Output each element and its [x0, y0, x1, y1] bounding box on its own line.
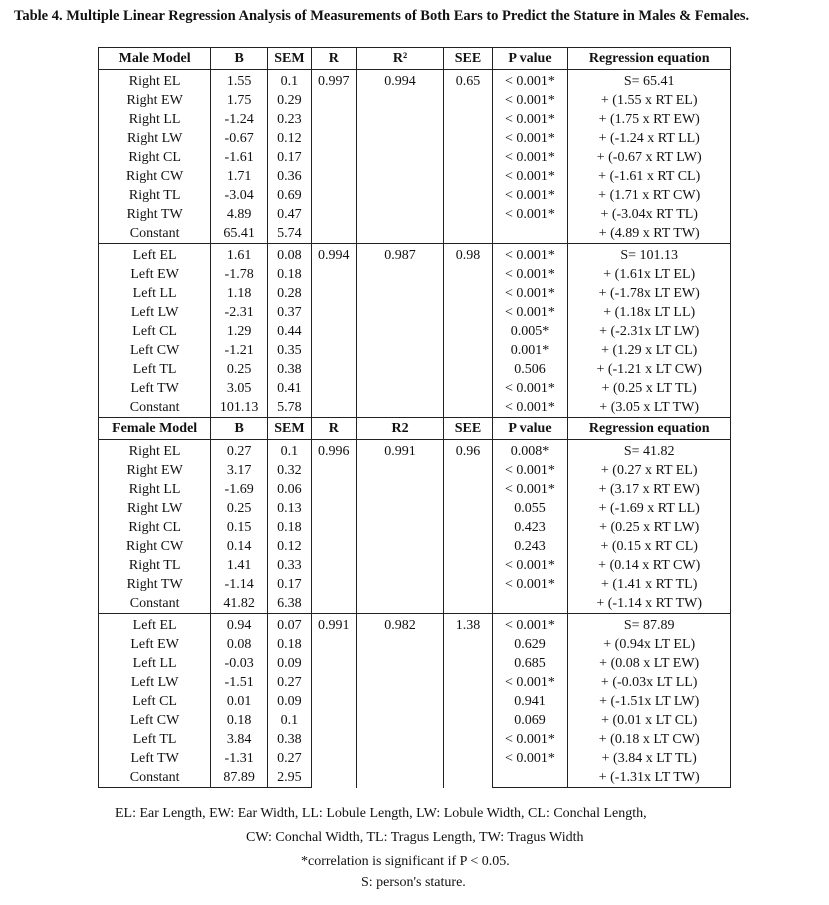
variable-cell: Right CW	[99, 167, 211, 186]
sem-cell: 2.95	[267, 768, 311, 788]
b-cell: -1.14	[211, 575, 268, 594]
p-value-cell: < 0.001*	[492, 303, 568, 322]
b-cell: 0.25	[211, 360, 268, 379]
variable-cell: Left TL	[99, 360, 211, 379]
p-value-cell: < 0.001*	[492, 556, 568, 575]
equation-header: Regression equation	[568, 418, 731, 440]
b-cell: 0.94	[211, 614, 268, 636]
variable-cell: Left CW	[99, 711, 211, 730]
equation-cell: + (0.25 x RT LW)	[568, 518, 731, 537]
p-value-cell	[492, 594, 568, 614]
variable-cell: Constant	[99, 594, 211, 614]
equation-cell: + (-1.78x LT EW)	[568, 284, 731, 303]
variable-cell: Right TW	[99, 205, 211, 224]
b-cell: -1.78	[211, 265, 268, 284]
section-header-row	[99, 48, 731, 70]
b-cell: 1.29	[211, 322, 268, 341]
variable-cell: Right LL	[99, 110, 211, 129]
sem-cell: 5.78	[267, 398, 311, 418]
p-value-cell: < 0.001*	[492, 575, 568, 594]
variable-cell: Left LW	[99, 303, 211, 322]
equation-cell: + (0.25 x LT TL)	[568, 379, 731, 398]
b-cell: 1.55	[211, 70, 268, 92]
p-value-cell: 0.055	[492, 499, 568, 518]
equation-cell: S= 65.41	[568, 70, 731, 92]
b-cell: 1.75	[211, 91, 268, 110]
p-value-cell: < 0.001*	[492, 398, 568, 418]
r-cell: 0.991	[311, 614, 356, 788]
equation-cell: + (1.55 x RT EL)	[568, 91, 731, 110]
variable-cell: Right CW	[99, 537, 211, 556]
sem-header: SEM	[267, 418, 311, 440]
b-cell: 87.89	[211, 768, 268, 788]
equation-cell: + (0.18 x LT CW)	[568, 730, 731, 749]
variable-cell: Right EW	[99, 461, 211, 480]
b-cell: -1.51	[211, 673, 268, 692]
variable-cell: Constant	[99, 398, 211, 418]
p-value-cell: < 0.001*	[492, 461, 568, 480]
sem-cell: 0.28	[267, 284, 311, 303]
variable-cell: Left CW	[99, 341, 211, 360]
b-cell: 1.71	[211, 167, 268, 186]
p-value-cell: 0.243	[492, 537, 568, 556]
variable-cell: Right LW	[99, 129, 211, 148]
b-cell: 3.05	[211, 379, 268, 398]
r-cell: 0.996	[311, 440, 356, 614]
table-row	[99, 244, 731, 266]
variable-cell: Left TW	[99, 749, 211, 768]
sem-cell: 0.23	[267, 110, 311, 129]
variable-cell: Left LL	[99, 654, 211, 673]
equation-cell: + (-1.21 x LT CW)	[568, 360, 731, 379]
b-header: B	[211, 418, 268, 440]
p-value-header: P value	[492, 418, 568, 440]
variable-cell: Left TL	[99, 730, 211, 749]
p-value-cell: 0.069	[492, 711, 568, 730]
equation-cell: + (0.08 x LT EW)	[568, 654, 731, 673]
sem-cell: 5.74	[267, 224, 311, 244]
p-value-cell: 0.008*	[492, 440, 568, 462]
p-value-cell: < 0.001*	[492, 110, 568, 129]
p-value-cell: < 0.001*	[492, 265, 568, 284]
significance-note: *correlation is significant if P < 0.05.	[301, 854, 510, 869]
sem-cell: 0.44	[267, 322, 311, 341]
p-value-cell: < 0.001*	[492, 148, 568, 167]
sem-cell: 0.13	[267, 499, 311, 518]
sem-cell: 0.18	[267, 635, 311, 654]
equation-cell: + (-2.31x LT LW)	[568, 322, 731, 341]
r2-cell: 0.991	[356, 440, 444, 614]
p-value-cell: < 0.001*	[492, 205, 568, 224]
b-cell: 0.08	[211, 635, 268, 654]
b-cell: 3.17	[211, 461, 268, 480]
equation-cell: + (3.84 x LT TL)	[568, 749, 731, 768]
b-cell: 41.82	[211, 594, 268, 614]
equation-cell: + (0.14 x RT CW)	[568, 556, 731, 575]
variable-cell: Left EL	[99, 244, 211, 266]
regression-table	[98, 47, 731, 788]
variable-cell: Right CL	[99, 518, 211, 537]
p-value-cell: 0.685	[492, 654, 568, 673]
abbreviations-line-2: CW: Conchal Width, TL: Tragus Length, TW: Tragus Width	[246, 830, 584, 845]
equation-cell: + (1.29 x LT CL)	[568, 341, 731, 360]
p-value-cell: < 0.001*	[492, 730, 568, 749]
b-cell: 101.13	[211, 398, 268, 418]
abbreviations-line-1: EL: Ear Length, EW: Ear Width, LL: Lobule Length, LW: Lobule Width, CL: Conchal Length,	[115, 806, 647, 821]
variable-cell: Constant	[99, 224, 211, 244]
b-cell: 4.89	[211, 205, 268, 224]
r2-header: R²	[356, 48, 444, 70]
see-cell: 1.38	[444, 614, 492, 788]
see-cell: 0.65	[444, 70, 492, 244]
section-header-row	[99, 418, 731, 440]
sem-cell: 0.32	[267, 461, 311, 480]
sem-cell: 0.12	[267, 537, 311, 556]
r2-cell: 0.987	[356, 244, 444, 418]
b-cell: 0.14	[211, 537, 268, 556]
sem-cell: 0.18	[267, 518, 311, 537]
variable-cell: Right EL	[99, 440, 211, 462]
table-title: Table 4. Multiple Linear Regression Analysis of Measurements of Both Ears to Predict the Stature in Males & Females.	[14, 8, 750, 24]
p-value-cell: < 0.001*	[492, 614, 568, 636]
model-header: Male Model	[99, 48, 211, 70]
b-cell: 0.27	[211, 440, 268, 462]
see-header: SEE	[444, 48, 492, 70]
sem-cell: 0.38	[267, 730, 311, 749]
sem-cell: 0.17	[267, 575, 311, 594]
sem-cell: 0.17	[267, 148, 311, 167]
b-cell: -1.61	[211, 148, 268, 167]
b-header: B	[211, 48, 268, 70]
sem-cell: 0.12	[267, 129, 311, 148]
variable-cell: Left CL	[99, 322, 211, 341]
sem-cell: 0.27	[267, 749, 311, 768]
b-cell: -3.04	[211, 186, 268, 205]
equation-cell: + (0.27 x RT EL)	[568, 461, 731, 480]
r2-cell: 0.994	[356, 70, 444, 244]
equation-cell: + (1.41 x RT TL)	[568, 575, 731, 594]
table-row	[99, 70, 731, 92]
b-cell: 1.61	[211, 244, 268, 266]
equation-cell: S= 41.82	[568, 440, 731, 462]
p-value-cell	[492, 768, 568, 788]
b-cell: -1.69	[211, 480, 268, 499]
equation-cell: S= 101.13	[568, 244, 731, 266]
equation-cell: + (0.01 x LT CL)	[568, 711, 731, 730]
r-header: R	[311, 48, 356, 70]
b-cell: -1.24	[211, 110, 268, 129]
b-cell: 0.18	[211, 711, 268, 730]
b-cell: 0.01	[211, 692, 268, 711]
p-value-cell: 0.629	[492, 635, 568, 654]
b-cell: 0.15	[211, 518, 268, 537]
variable-cell: Right TW	[99, 575, 211, 594]
variable-cell: Right TL	[99, 186, 211, 205]
equation-header: Regression equation	[568, 48, 731, 70]
p-value-cell: 0.005*	[492, 322, 568, 341]
sem-cell: 0.38	[267, 360, 311, 379]
b-cell: -0.67	[211, 129, 268, 148]
p-value-cell: < 0.001*	[492, 749, 568, 768]
p-value-cell: 0.941	[492, 692, 568, 711]
variable-cell: Right TL	[99, 556, 211, 575]
variable-cell: Left LW	[99, 673, 211, 692]
equation-cell: + (3.17 x RT EW)	[568, 480, 731, 499]
b-cell: 3.84	[211, 730, 268, 749]
p-value-cell: < 0.001*	[492, 167, 568, 186]
variable-cell: Right CL	[99, 148, 211, 167]
sem-cell: 0.18	[267, 265, 311, 284]
sem-cell: 0.07	[267, 614, 311, 636]
p-value-cell: < 0.001*	[492, 244, 568, 266]
b-cell: -1.21	[211, 341, 268, 360]
p-value-header: P value	[492, 48, 568, 70]
sem-cell: 0.09	[267, 692, 311, 711]
equation-cell: + (-1.24 x RT LL)	[568, 129, 731, 148]
b-cell: -0.03	[211, 654, 268, 673]
b-cell: -1.31	[211, 749, 268, 768]
p-value-cell: < 0.001*	[492, 284, 568, 303]
variable-cell: Right LL	[99, 480, 211, 499]
variable-cell: Right LW	[99, 499, 211, 518]
p-value-cell: < 0.001*	[492, 379, 568, 398]
p-value-cell: < 0.001*	[492, 480, 568, 499]
stature-note: S: person's stature.	[361, 875, 466, 890]
sem-header: SEM	[267, 48, 311, 70]
equation-cell: + (1.18x LT LL)	[568, 303, 731, 322]
variable-cell: Left EW	[99, 265, 211, 284]
sem-cell: 0.41	[267, 379, 311, 398]
equation-cell: + (0.15 x RT CL)	[568, 537, 731, 556]
equation-cell: + (-0.67 x RT LW)	[568, 148, 731, 167]
variable-cell: Left LL	[99, 284, 211, 303]
equation-cell: + (-0.03x LT LL)	[568, 673, 731, 692]
b-cell: 1.18	[211, 284, 268, 303]
p-value-cell: < 0.001*	[492, 91, 568, 110]
equation-cell: + (1.61x LT EL)	[568, 265, 731, 284]
r2-header: R2	[356, 418, 444, 440]
r-header: R	[311, 418, 356, 440]
equation-cell: + (-1.61 x RT CL)	[568, 167, 731, 186]
sem-cell: 0.36	[267, 167, 311, 186]
sem-cell: 0.1	[267, 440, 311, 462]
table-row	[99, 440, 731, 462]
see-header: SEE	[444, 418, 492, 440]
p-value-cell: < 0.001*	[492, 186, 568, 205]
p-value-cell: 0.423	[492, 518, 568, 537]
variable-cell: Left EW	[99, 635, 211, 654]
sem-cell: 0.06	[267, 480, 311, 499]
sem-cell: 0.47	[267, 205, 311, 224]
p-value-cell: 0.001*	[492, 341, 568, 360]
variable-cell: Left TW	[99, 379, 211, 398]
equation-cell: S= 87.89	[568, 614, 731, 636]
equation-cell: + (-1.69 x RT LL)	[568, 499, 731, 518]
sem-cell: 0.33	[267, 556, 311, 575]
see-cell: 0.98	[444, 244, 492, 418]
sem-cell: 0.35	[267, 341, 311, 360]
b-cell: 1.41	[211, 556, 268, 575]
equation-cell: + (1.71 x RT CW)	[568, 186, 731, 205]
equation-cell: + (-1.14 x RT TW)	[568, 594, 731, 614]
equation-cell: + (-1.31x LT TW)	[568, 768, 731, 788]
equation-cell: + (-1.51x LT LW)	[568, 692, 731, 711]
b-cell: -2.31	[211, 303, 268, 322]
sem-cell: 0.27	[267, 673, 311, 692]
b-cell: 0.25	[211, 499, 268, 518]
equation-cell: + (1.75 x RT EW)	[568, 110, 731, 129]
variable-cell: Left CL	[99, 692, 211, 711]
b-cell: 65.41	[211, 224, 268, 244]
equation-cell: + (-3.04x RT TL)	[568, 205, 731, 224]
p-value-cell: 0.506	[492, 360, 568, 379]
sem-cell: 0.1	[267, 70, 311, 92]
variable-cell: Right EL	[99, 70, 211, 92]
r-cell: 0.994	[311, 244, 356, 418]
see-cell: 0.96	[444, 440, 492, 614]
equation-cell: + (0.94x LT EL)	[568, 635, 731, 654]
model-header: Female Model	[99, 418, 211, 440]
equation-cell: + (4.89 x RT TW)	[568, 224, 731, 244]
r-cell: 0.997	[311, 70, 356, 244]
p-value-cell: < 0.001*	[492, 70, 568, 92]
p-value-cell: < 0.001*	[492, 673, 568, 692]
sem-cell: 0.08	[267, 244, 311, 266]
sem-cell: 0.69	[267, 186, 311, 205]
variable-cell: Right EW	[99, 91, 211, 110]
sem-cell: 0.1	[267, 711, 311, 730]
table-row	[99, 614, 731, 636]
equation-cell: + (3.05 x LT TW)	[568, 398, 731, 418]
p-value-cell	[492, 224, 568, 244]
p-value-cell: < 0.001*	[492, 129, 568, 148]
sem-cell: 0.09	[267, 654, 311, 673]
r2-cell: 0.982	[356, 614, 444, 788]
variable-cell: Constant	[99, 768, 211, 788]
sem-cell: 0.37	[267, 303, 311, 322]
sem-cell: 6.38	[267, 594, 311, 614]
sem-cell: 0.29	[267, 91, 311, 110]
variable-cell: Left EL	[99, 614, 211, 636]
